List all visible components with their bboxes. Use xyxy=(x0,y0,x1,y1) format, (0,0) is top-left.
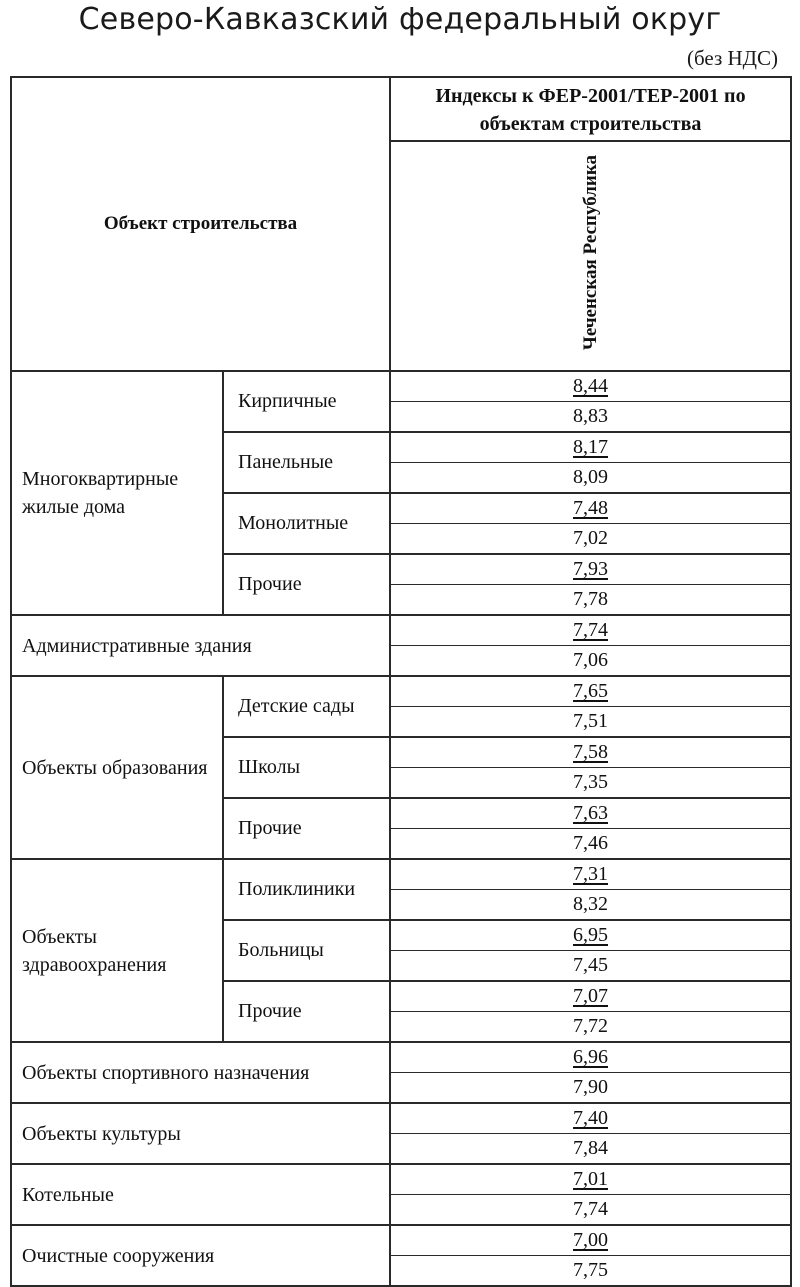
value-cell xyxy=(390,859,791,920)
type-cell: Монолитные xyxy=(223,493,390,554)
type-cell: Прочие xyxy=(223,981,390,1042)
value-cell xyxy=(390,676,791,737)
value-cell xyxy=(390,432,791,493)
index-value-secondary: 7,06 xyxy=(573,649,609,671)
value-cell xyxy=(390,1042,791,1103)
category-cell: Объекты культуры xyxy=(11,1103,390,1164)
index-value-primary: 6,95 xyxy=(391,921,790,951)
type-cell: Больницы xyxy=(223,920,390,981)
table-row xyxy=(11,859,791,920)
index-value-secondary: 8,83 xyxy=(573,405,609,427)
type-cell: Прочие xyxy=(223,554,390,615)
category-cell: Административные здания xyxy=(11,615,390,676)
value-cell xyxy=(390,737,791,798)
column-header-region: Чеченская Республика xyxy=(579,155,601,351)
index-value-primary: 7,65 xyxy=(391,677,790,707)
value-cell xyxy=(390,1225,791,1286)
index-value-secondary: 7,90 xyxy=(573,1076,609,1098)
table-row xyxy=(11,1042,791,1103)
type-cell: Школы xyxy=(223,737,390,798)
type-cell: Панельные xyxy=(223,432,390,493)
vat-note: (без НДС) xyxy=(686,46,778,70)
value-cell xyxy=(390,1164,791,1225)
table-row xyxy=(11,1103,791,1164)
index-value-secondary: 7,72 xyxy=(573,1015,609,1037)
value-cell xyxy=(390,798,791,859)
value-cell xyxy=(390,554,791,615)
value-cell xyxy=(390,615,791,676)
value-cell xyxy=(390,981,791,1042)
type-cell: Прочие xyxy=(223,798,390,859)
category-cell: Очистные сооружения xyxy=(11,1225,390,1286)
index-value-secondary: 8,09 xyxy=(573,466,609,488)
index-value-secondary: 7,45 xyxy=(573,954,609,976)
index-value-secondary: 7,35 xyxy=(573,771,609,793)
category-cell: Многоквартирные жилые дома xyxy=(11,371,223,615)
index-value-secondary: 7,84 xyxy=(573,1137,609,1159)
table-row xyxy=(11,1164,791,1225)
index-value-primary: 7,40 xyxy=(391,1104,790,1134)
index-value-secondary: 7,51 xyxy=(573,710,609,732)
column-header-region-cell xyxy=(390,141,791,371)
table-body xyxy=(11,371,791,1286)
index-value-primary: 7,07 xyxy=(391,982,790,1012)
table-row xyxy=(11,615,791,676)
table-row xyxy=(11,1225,791,1286)
value-cell xyxy=(390,1103,791,1164)
category-cell: Объекты здравоохранения xyxy=(11,859,223,1042)
category-cell: Объекты спортивного назначения xyxy=(11,1042,390,1103)
type-cell: Детские сады xyxy=(223,676,390,737)
value-cell xyxy=(390,920,791,981)
value-cell xyxy=(390,493,791,554)
index-value-primary: 7,48 xyxy=(391,494,790,524)
type-cell: Поликлиники xyxy=(223,859,390,920)
page-title: Северо-Кавказский федеральный округ xyxy=(78,2,722,37)
index-value-primary: 6,96 xyxy=(391,1043,790,1073)
value-cell xyxy=(390,371,791,432)
index-value-primary: 7,63 xyxy=(391,799,790,829)
index-value-primary: 7,93 xyxy=(391,555,790,585)
header-row xyxy=(11,77,791,141)
table-row xyxy=(11,676,791,737)
index-value-primary: 7,74 xyxy=(391,616,790,646)
index-value-primary: 7,01 xyxy=(391,1165,790,1195)
index-value-primary: 7,31 xyxy=(391,860,790,890)
index-value-primary: 7,00 xyxy=(391,1226,790,1256)
index-value-primary: 8,17 xyxy=(391,433,790,463)
index-value-secondary: 7,02 xyxy=(573,527,609,549)
index-table xyxy=(10,76,792,1287)
type-cell: Кирпичные xyxy=(223,371,390,432)
category-cell: Объекты образования xyxy=(11,676,223,859)
column-header-object: Объект строительства xyxy=(11,77,390,371)
index-value-secondary: 7,46 xyxy=(573,832,609,854)
column-header-index-group: Индексы к ФЕР-2001/ТЕР-2001 по объектам строительства xyxy=(390,77,791,141)
index-value-secondary: 7,74 xyxy=(573,1198,609,1220)
index-value-primary: 7,58 xyxy=(391,738,790,768)
index-value-secondary: 8,32 xyxy=(573,893,609,915)
index-value-primary: 8,44 xyxy=(391,372,790,402)
category-cell: Котельные xyxy=(11,1164,390,1225)
index-value-secondary: 7,75 xyxy=(573,1259,609,1281)
table-row xyxy=(11,371,791,432)
index-value-secondary: 7,78 xyxy=(573,588,609,610)
